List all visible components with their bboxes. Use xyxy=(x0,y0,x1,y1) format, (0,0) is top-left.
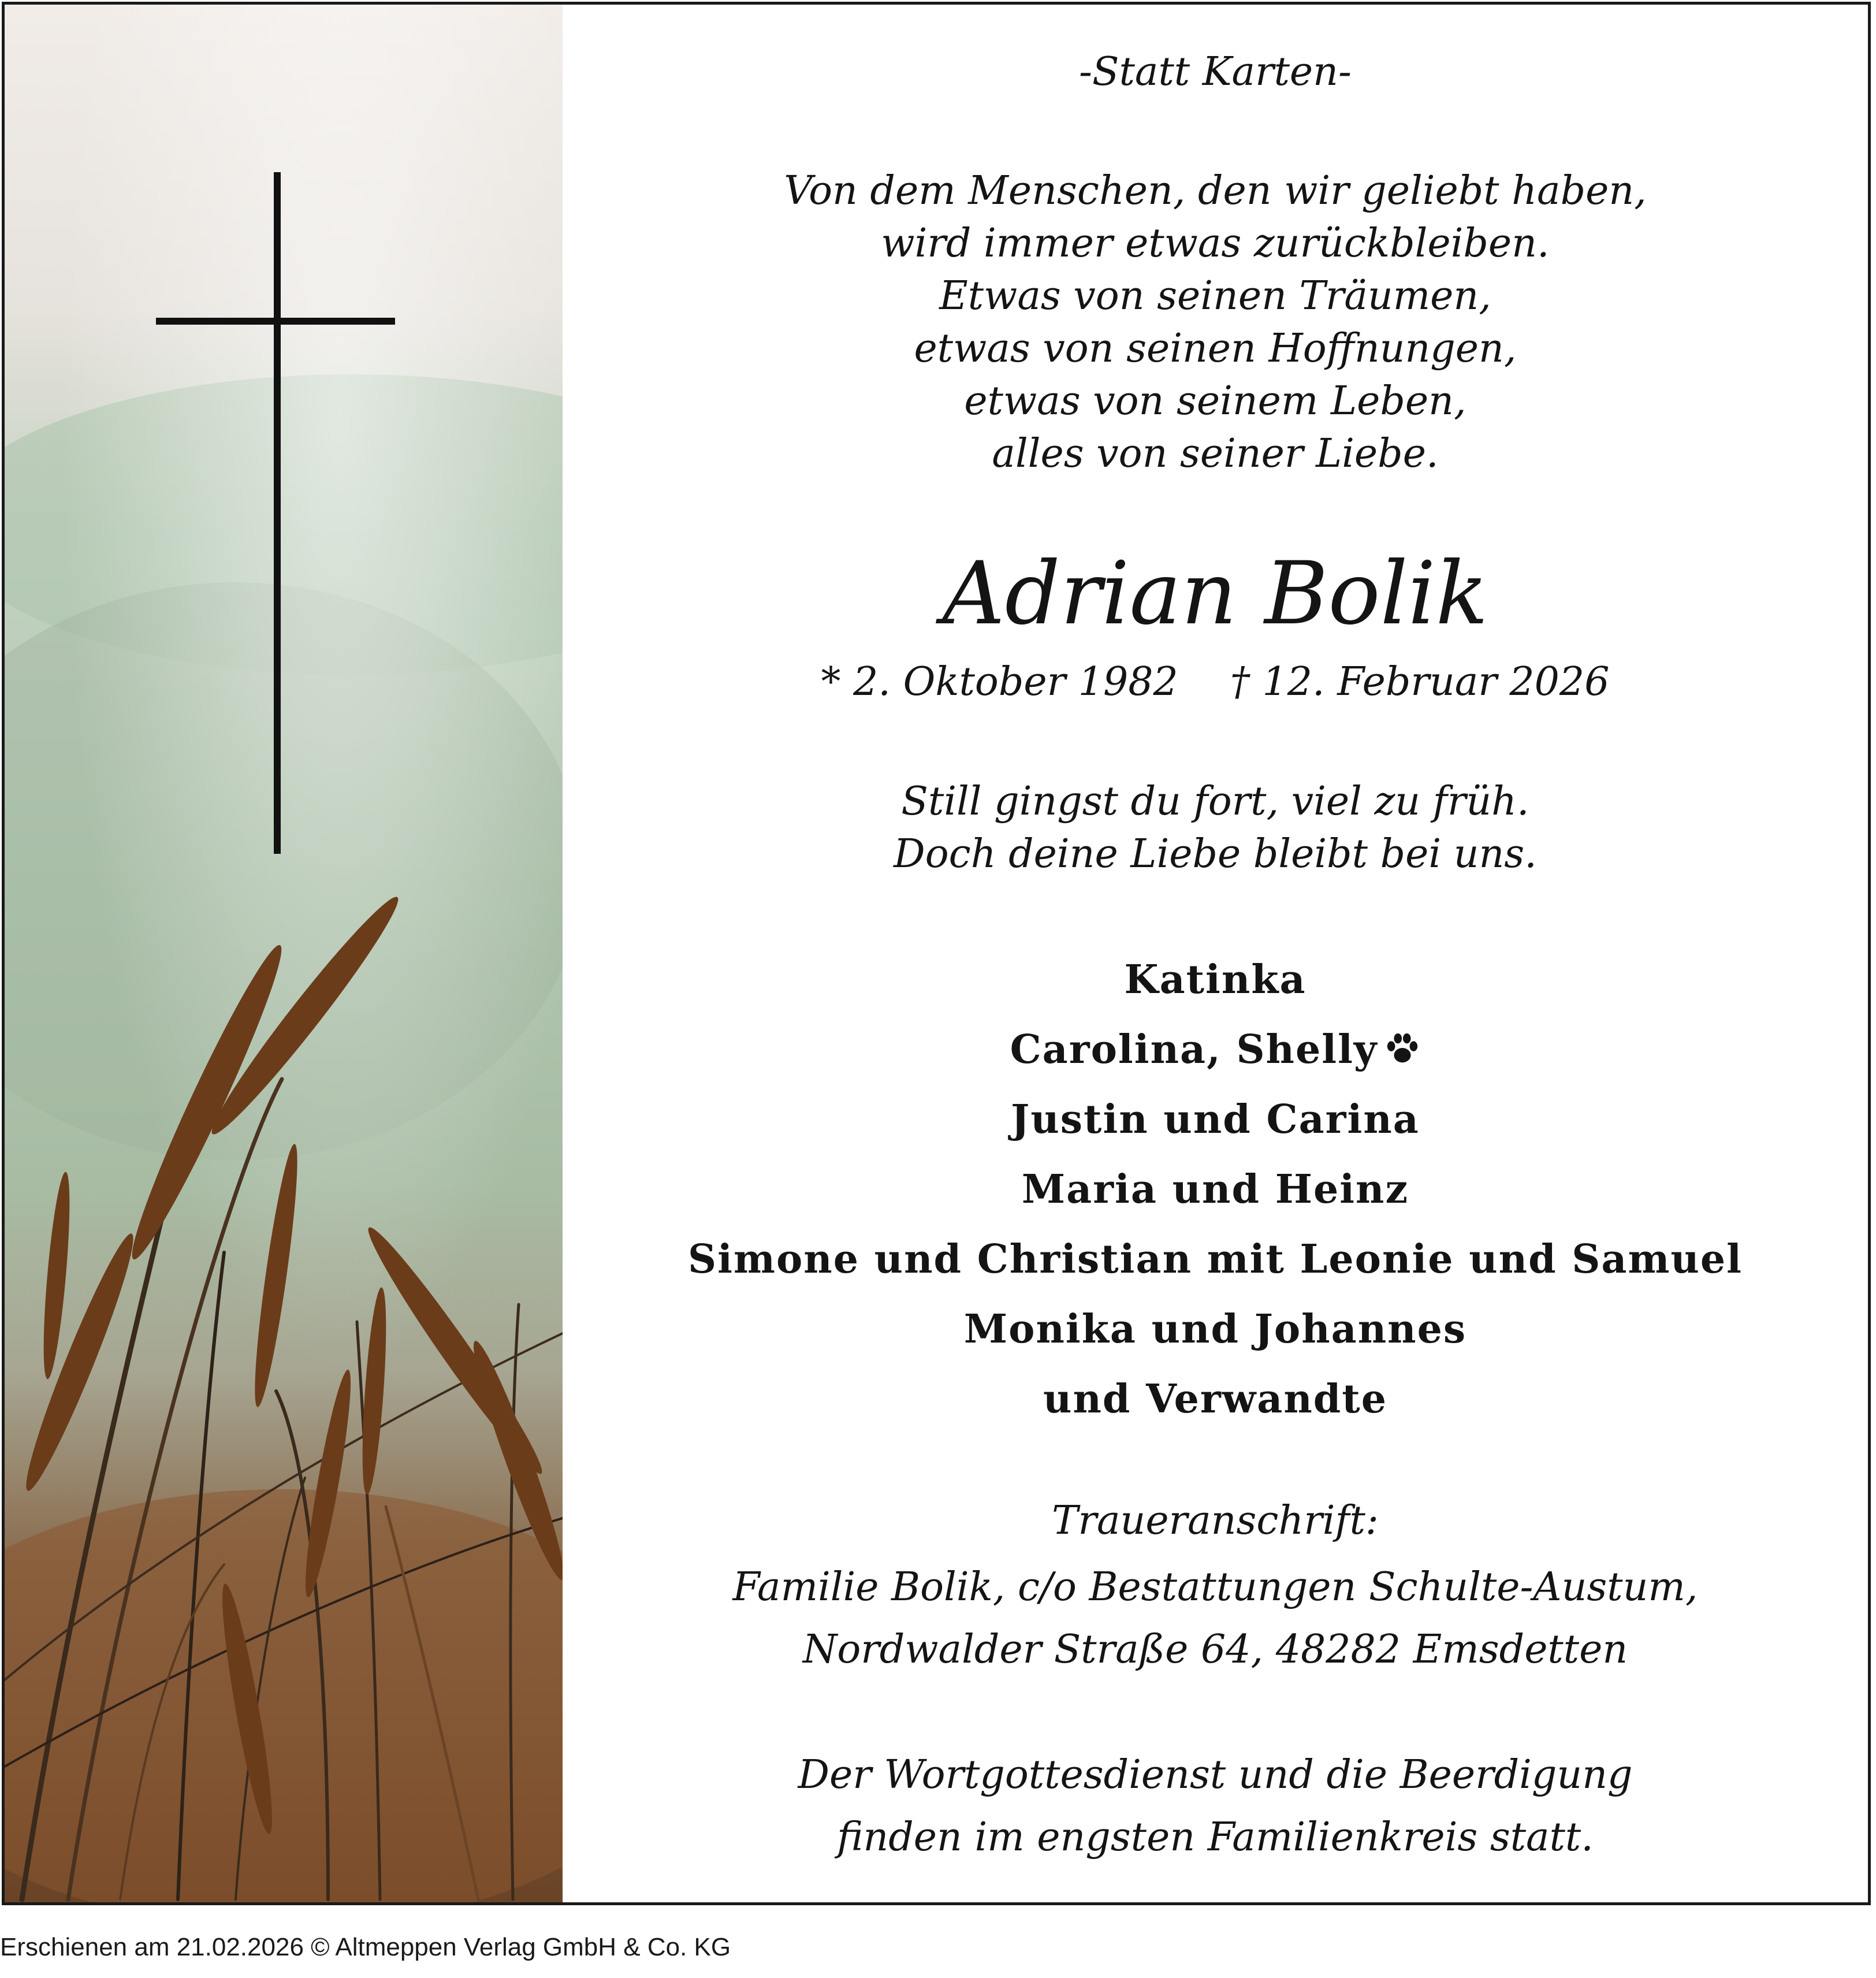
obituary-text xyxy=(563,5,1868,1902)
mourner-name: Katinka xyxy=(1124,957,1306,1003)
address-line: Familie Bolik, c/o Bestattungen Schulte-Austum, xyxy=(732,1564,1698,1610)
deceased-name: Adrian Bolik xyxy=(942,544,1488,644)
funeral-notice-line: Der Wortgottesdienst und die Beerdigung xyxy=(798,1752,1633,1798)
poem-line: alles von seiner Liebe. xyxy=(992,431,1439,477)
poem-line: wird immer etwas zurückbleiben. xyxy=(881,221,1550,266)
death-date: † 12. Februar 2026 xyxy=(1230,659,1610,705)
mourner-line-with-pet xyxy=(563,1015,1868,1088)
mourner-name: Carolina, Shelly xyxy=(1010,1027,1378,1073)
address-line: Nordwalder Straße 64, 48282 Emsdetten xyxy=(802,1627,1628,1672)
funeral-notice-line: finden im engsten Familienkreis statt. xyxy=(837,1815,1594,1860)
mourner-name: und Verwandte xyxy=(1043,1376,1387,1422)
poem-line: etwas von seinen Hoffnungen, xyxy=(914,326,1517,371)
birth-date: * 2. Oktober 1982 xyxy=(821,659,1178,705)
mourner-name: Justin und Carina xyxy=(1011,1096,1420,1143)
publication-footer: Erschienen am 21.02.2026 © Altmeppen Verlag GmbH & Co. KG xyxy=(0,1933,731,1961)
mourner-name: Monika und Johannes xyxy=(963,1306,1467,1352)
paw-icon xyxy=(1384,1018,1420,1088)
mourner-name: Maria und Heinz xyxy=(1021,1166,1409,1213)
obituary-card xyxy=(2,2,1871,1905)
quote-line: Still gingst du fort, viel zu früh. xyxy=(901,779,1529,824)
poem-line: Etwas von seinen Träumen, xyxy=(939,273,1491,319)
grass-landscape-image xyxy=(5,5,563,1902)
poem-line: Von dem Menschen, den wir geliebt haben, xyxy=(784,168,1647,214)
life-dates xyxy=(563,656,1868,708)
address-label: Traueranschrift: xyxy=(1052,1498,1379,1544)
statt-karten-heading: -Statt Karten- xyxy=(1079,49,1352,95)
mourner-name: Simone und Christian mit Leonie und Samuel xyxy=(688,1236,1743,1282)
poem-line: etwas von seinem Leben, xyxy=(964,378,1466,424)
quote-line: Doch deine Liebe bleibt bei uns. xyxy=(894,831,1537,877)
